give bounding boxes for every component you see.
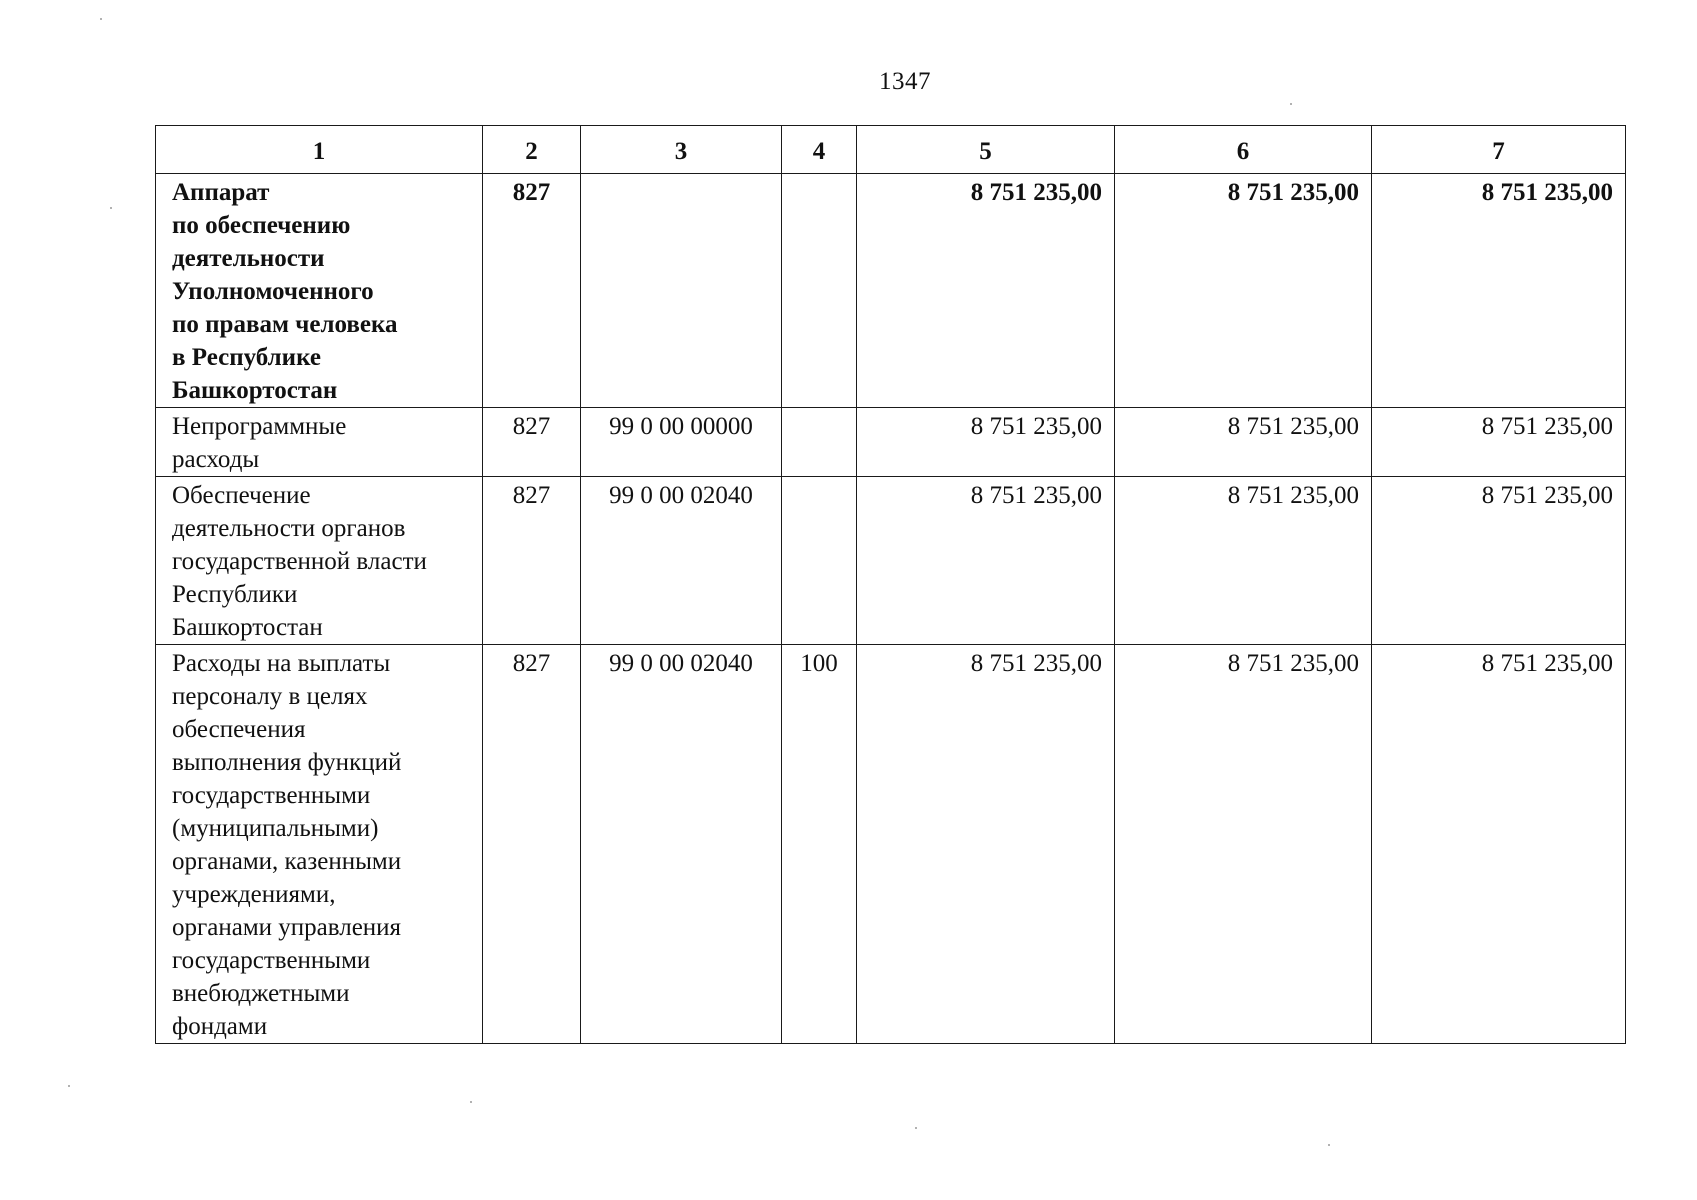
scan-speck	[1290, 103, 1292, 105]
column-number-header: 5	[857, 126, 1115, 174]
item-name-line: выполнения функций	[172, 749, 402, 776]
item-name-cell	[156, 477, 483, 645]
ministry-code-cell: 827	[483, 645, 581, 1044]
amount-col7-cell: 8 751 235,00	[1372, 174, 1626, 408]
ministry-code-cell: 827	[483, 477, 581, 645]
item-name-line: по обеспечению	[172, 212, 351, 239]
item-name-line: учреждениями,	[172, 881, 336, 908]
item-name-line: Расходы на выплаты	[172, 650, 391, 677]
amount-col6-cell: 8 751 235,00	[1115, 477, 1372, 645]
target-article-cell: 99 0 00 02040	[581, 645, 782, 1044]
expense-type-cell	[782, 477, 857, 645]
target-article-cell: 99 0 00 00000	[581, 408, 782, 477]
amount-col6-cell: 8 751 235,00	[1115, 174, 1372, 408]
column-number-row	[156, 126, 1626, 174]
item-name-cell	[156, 645, 483, 1044]
amount-col7-cell: 8 751 235,00	[1372, 477, 1626, 645]
scan-speck	[100, 18, 102, 20]
item-name-line: Башкортостан	[172, 377, 338, 404]
item-name-line: Республики	[172, 581, 298, 608]
target-article-cell: 99 0 00 02040	[581, 477, 782, 645]
expense-type-cell: 100	[782, 645, 857, 1044]
amount-col5-cell: 8 751 235,00	[857, 408, 1115, 477]
column-number-header: 4	[782, 126, 857, 174]
item-name-line: персоналу в целях	[172, 683, 368, 710]
table-body	[156, 174, 1626, 1044]
target-article-cell	[581, 174, 782, 408]
column-number-header: 6	[1115, 126, 1372, 174]
item-name-line: органами, казенными	[172, 848, 402, 875]
item-name-line: Непрограммные	[172, 413, 347, 440]
item-name-line: Обеспечение	[172, 482, 311, 509]
amount-col6-cell: 8 751 235,00	[1115, 645, 1372, 1044]
item-name-line: государственной власти	[172, 548, 427, 575]
item-name-line: государственными	[172, 782, 371, 809]
item-name-line: внебюджетными	[172, 980, 350, 1007]
amount-col7-cell: 8 751 235,00	[1372, 645, 1626, 1044]
item-name-line: органами управления	[172, 914, 402, 941]
item-name-line: деятельности органов	[172, 515, 406, 542]
expense-type-cell	[782, 174, 857, 408]
page-number: 1347	[879, 68, 931, 95]
item-name-line: по правам человека	[172, 311, 398, 338]
item-name-line: фондами	[172, 1013, 268, 1040]
item-name-line: обеспечения	[172, 716, 306, 743]
item-name-line: Уполномоченного	[172, 278, 374, 305]
scan-speck	[915, 1127, 917, 1129]
item-name-line: деятельности	[172, 245, 325, 272]
amount-col5-cell: 8 751 235,00	[857, 477, 1115, 645]
item-name-line: (муниципальными)	[172, 815, 379, 842]
item-name-cell	[156, 174, 483, 408]
item-name-line: государственными	[172, 947, 371, 974]
item-name-line: Аппарат	[172, 179, 270, 206]
column-number-header: 3	[581, 126, 782, 174]
amount-col6-cell: 8 751 235,00	[1115, 408, 1372, 477]
item-name-cell	[156, 408, 483, 477]
table-row	[156, 645, 1626, 1044]
ministry-code-cell: 827	[483, 408, 581, 477]
scan-speck	[110, 207, 112, 209]
amount-col5-cell: 8 751 235,00	[857, 645, 1115, 1044]
table-row	[156, 477, 1626, 645]
item-name-line: Башкортостан	[172, 614, 323, 641]
ministry-code-cell: 827	[483, 174, 581, 408]
item-name-line: расходы	[172, 446, 260, 473]
budget-table	[155, 125, 1626, 1044]
amount-col5-cell: 8 751 235,00	[857, 174, 1115, 408]
column-number-header: 2	[483, 126, 581, 174]
amount-col7-cell: 8 751 235,00	[1372, 408, 1626, 477]
column-number-header: 7	[1372, 126, 1626, 174]
scan-speck	[1328, 1144, 1330, 1146]
table-row	[156, 408, 1626, 477]
table-row	[156, 174, 1626, 408]
scan-speck	[68, 1085, 70, 1087]
scan-speck	[470, 1101, 472, 1103]
item-name-line: в Республике	[172, 344, 321, 371]
expense-type-cell	[782, 408, 857, 477]
column-number-header: 1	[156, 126, 483, 174]
